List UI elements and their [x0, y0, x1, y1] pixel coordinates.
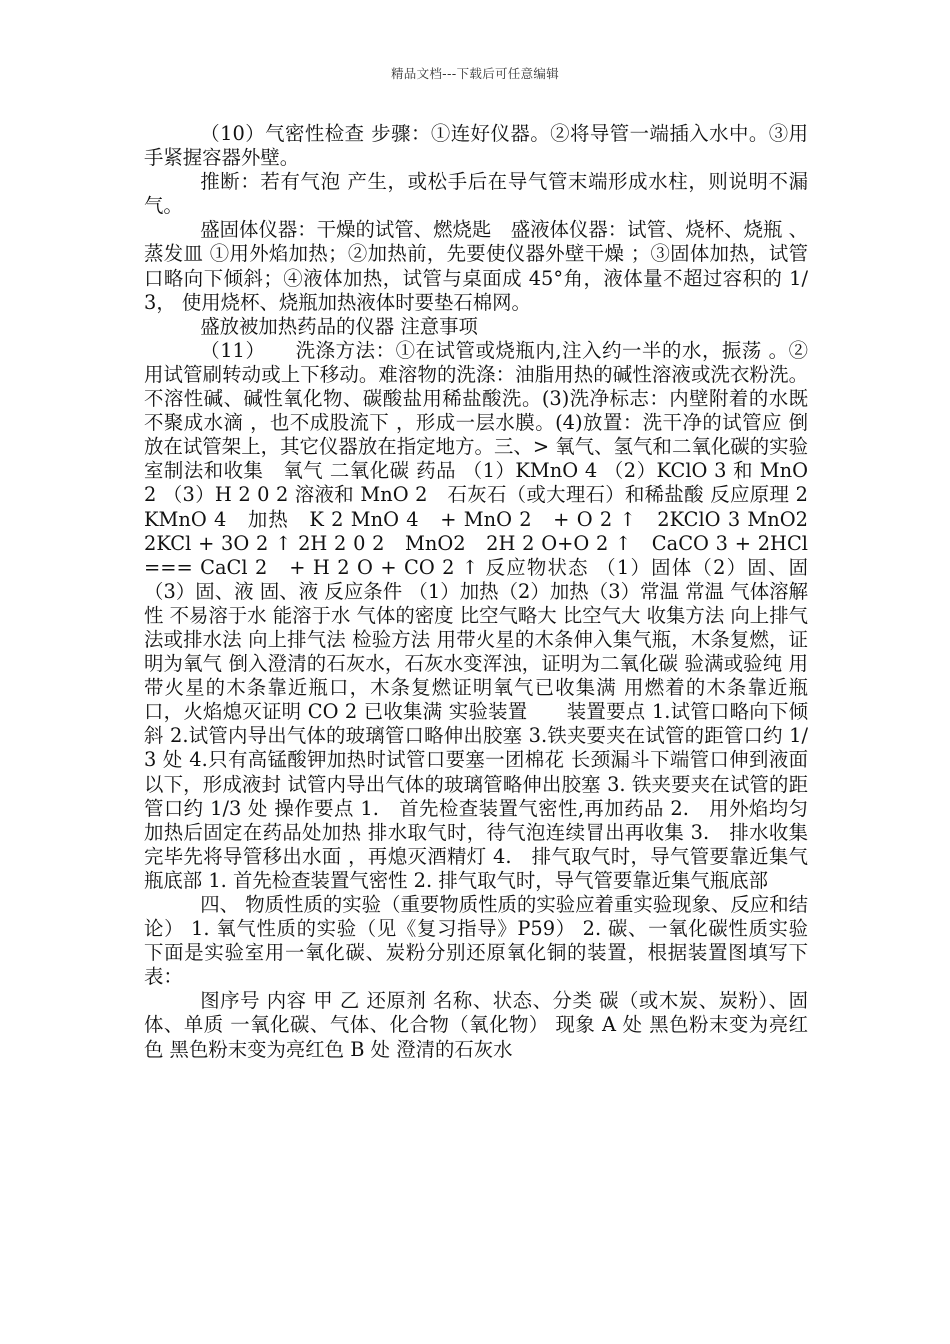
- document-body: [144, 122, 828, 1062]
- paragraph-property-experiments: 四、 物质性质的实验（重要物质性质的实验应着重实验现象、反应和结论） 1. 氧气性质的实验（见《复习指导》P59） 2. 碳、一氧化碳性质实验 下面是实验室用一氧化碳、炭粉分别还原氧化铜的装置，根据装置图填写下表：: [144, 893, 808, 989]
- paragraph-airtightness-inference: 推断：若有气泡 产生，或松手后在导气管末端形成水柱，则说明不漏气。: [144, 170, 808, 218]
- paragraph-airtightness-steps: （10）气密性检查 步骤：①连好仪器。②将导管一端插入水中。③用 手紧握容器外壁。: [144, 122, 808, 170]
- paragraph-washing-and-gas-preparation: （11） 洗涤方法：①在试管或烧瓶内,注入约一半的水，振荡 。②用试管刷转动或上下移动。难溶物的洗涤：油脂用热的碱性溶液或洗衣粉洗。不溶性碱、碱性氧化物、碳酸盐用稀盐酸洗。(3)洗净标志：内壁附着的水既不聚成水滴 ，也不成股流下 ，形成一层水膜。(4)放置：洗干净的试管应 倒 放在试管架上，其它仪器放在指定地方。三、> 氧气、氢气和二氧化碳的实验室制法和收集 氧气 二氧化碳 药品 （1）KMnO 4 （2）KClO 3 和 MnO 2 （3）H 2 0 2 溶液和 MnO 2 石灰石（或大理石）和稀盐酸 反应原理 2KMnO 4 加热 K 2 MnO 4 + MnO 2 + O 2 ↑ 2KClO 3 MnO2 2KCl + 3O 2 ↑ 2H 2 0 2 MnO2 2H 2 O+O 2 ↑ CaCO 3 + 2HCl === CaCl 2 + H 2 O + CO 2 ↑ 反应物状态 （1）固体（2）固、固（3）固、液 固、液 反应条件 （1）加热（2）加热（3）常温 常温 气体溶解性 不易溶于水 能溶于水 气体的密度 比空气略大 比空气大 收集方法 向上排气法或排水法 向上排气法 检验方法 用带火星的木条伸入集气瓶，木条复燃，证明为氧气 倒入澄清的石灰水，石灰水变浑浊，证明为二氧化碳 验满或验纯 用带火星的木条靠近瓶口，木条复燃证明氧气已收集满 用燃着的木条靠近瓶口，火焰熄灭证明 CO 2 已收集满 实验装置 装置要点 1.试管口略向下倾斜 2.试管内导出气体的玻璃管口略伸出胶塞 3.铁夹要夹在试管的距管口约 1/3 处 4.只有高锰酸钾加热时试管口要塞一团棉花 长颈漏斗下端管口伸到液面以下，形成液封 试管内导出气体的玻璃管略伸出胶塞 3. 铁夹要夹在试管的距管口约 1/3 处 操作要点 1. 首先检查装置气密性,再加药品 2. 用外焰均匀加热后固定在药品处加热 排水取气时，待气泡连续冒出再收集 3. 排水收集完毕先将导管移出水面 ，再熄灭酒精灯 4. 排气取气时，导气管要靠近集气瓶底部 1. 首先检查装置气密性 2. 排气取气时，导气管要靠近集气瓶底部: [144, 338, 828, 892]
- page-header: 精品文档---下载后可任意编辑: [390, 66, 560, 81]
- paragraph-heating-notes-heading: 盛放被加热药品的仪器 注意事项: [200, 314, 478, 338]
- paragraph-heating-instruments: 盛固体仪器：干燥的试管、燃烧匙 盛液体仪器：试管、烧杯、烧瓶 、蒸发皿 ①用外焰加热；②加热前，先要使仪器外壁干燥 ；③固体加热，试管口略向下倾斜；④液体加热，试管与桌面成 45°角，液体量不超过容积的 1/3， 使用烧杯、烧瓶加热液体时要垫石棉网。: [144, 218, 808, 314]
- paragraph-reduction-table: 图序号 内容 甲 乙 还原剂 名称、状态、分类 碳（或木炭、炭粉）、固体、单质 一氧化碳、气体、化合物（氧化物） 现象 A 处 黑色粉末变为亮红色 黑色粉末变为亮红色 B 处 澄清的石灰水: [144, 989, 808, 1061]
